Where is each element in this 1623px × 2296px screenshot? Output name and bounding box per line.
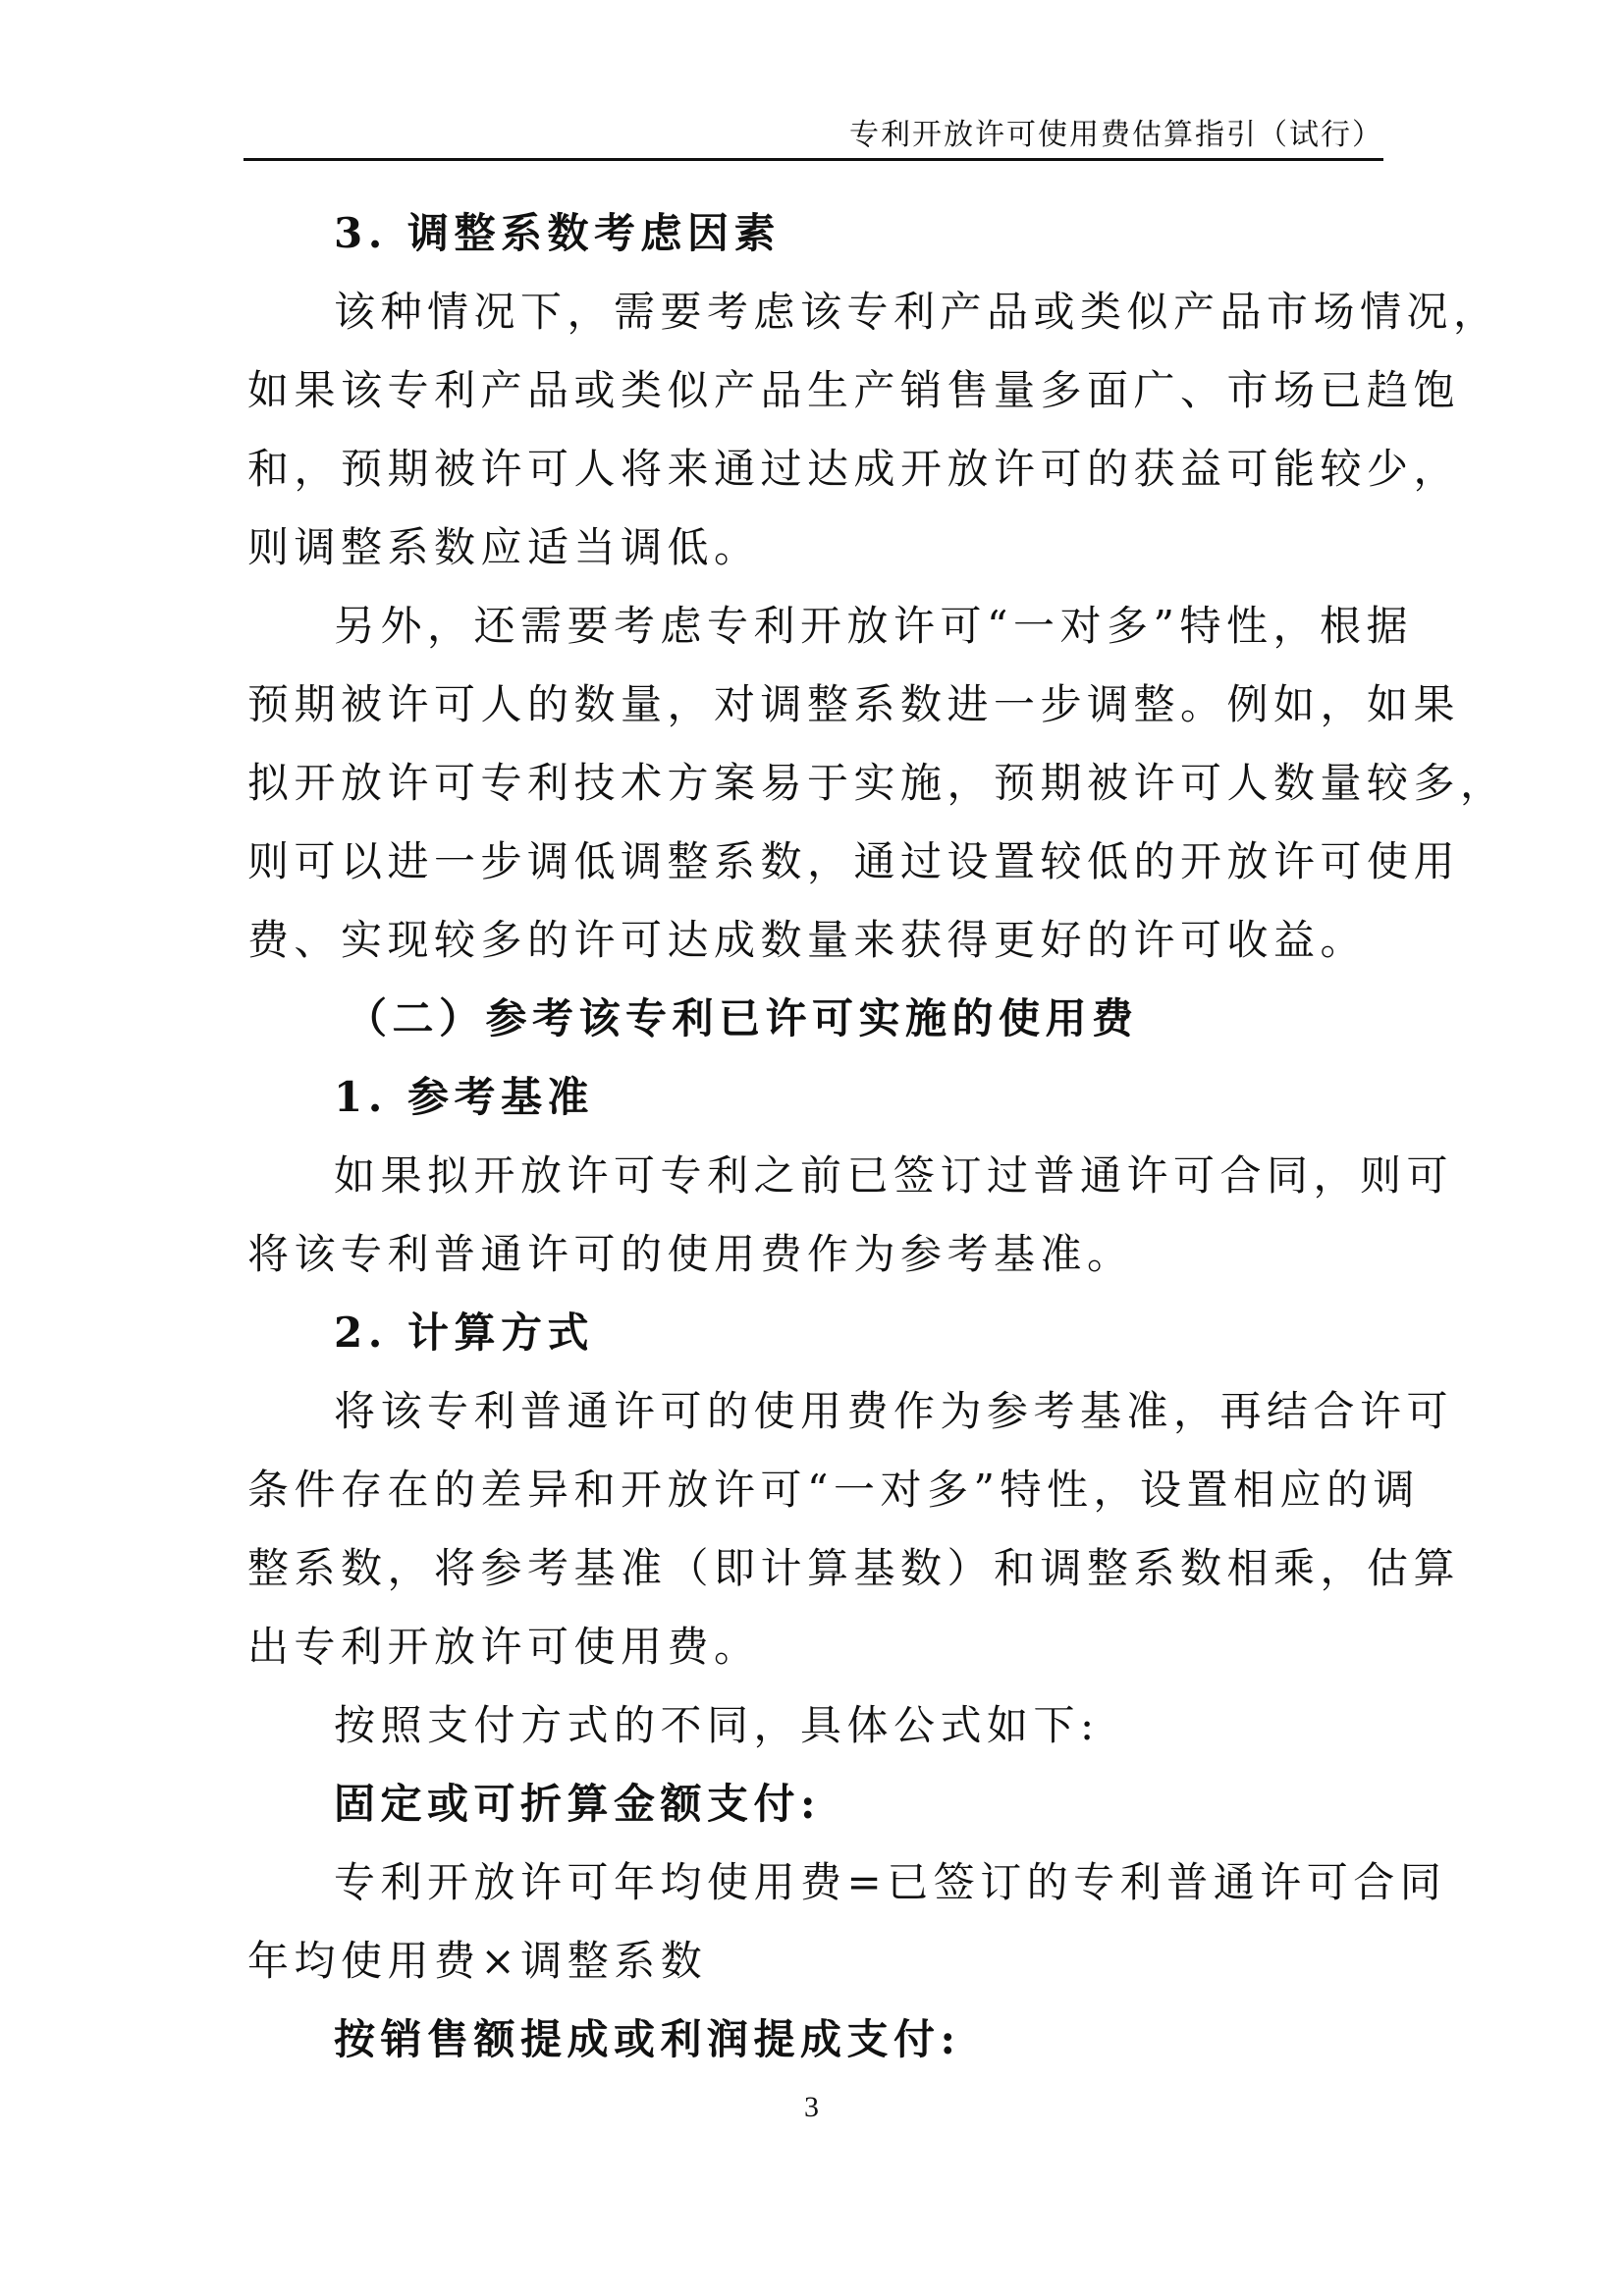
heading-reference-basis: 1. 参考基准 [334, 1073, 594, 1121]
paragraph-line: 该种情况下，需要考虑该专利产品或类似产品市场情况， [334, 288, 1500, 336]
paragraph-line: 按照支付方式的不同，具体公式如下: [334, 1701, 1100, 1749]
paragraph-line: 另外，还需要考虑专利开放许可“一对多”特性，根据 [334, 602, 1413, 650]
paragraph-line: 则可以进一步调低调整系数，通过设置较低的开放许可使用 [247, 837, 1461, 885]
header-divider [243, 158, 1383, 161]
page-number: 3 [804, 2091, 819, 2123]
paragraph-line: 出专利开放许可使用费。 [247, 1623, 761, 1671]
running-header: 专利开放许可使用费估算指引（试行） [849, 118, 1383, 152]
paragraph-line: 则调整系数应适当调低。 [247, 523, 761, 571]
label-royalty-payment: 按销售额提成或利润提成支付: [334, 2015, 961, 2063]
heading-calculation-method: 2. 计算方式 [334, 1308, 594, 1357]
heading-adjustment-factors: 3. 调整系数考虑因素 [334, 209, 781, 257]
paragraph-line: 费、实现较多的许可达成数量来获得更好的许可收益。 [247, 916, 1368, 964]
formula-line: 专利开放许可年均使用费=已签订的专利普通许可合同 [334, 1858, 1447, 1906]
section-heading-licensed-fee: （二）参考该专利已许可实施的使用费 [346, 994, 1139, 1042]
document-body [247, 194, 1507, 2079]
paragraph-line: 如果该专利产品或类似产品生产销售量多面广、市场已趋饱 [247, 366, 1461, 414]
paragraph-line: 整系数，将参考基准（即计算基数）和调整系数相乘，估算 [247, 1544, 1461, 1592]
paragraph-line: 预期被许可人的数量，对调整系数进一步调整。例如，如果 [247, 680, 1461, 728]
paragraph-line: 将该专利普通许可的使用费作为参考基准，再结合许可 [334, 1387, 1454, 1435]
paragraph-line: 如果拟开放许可专利之前已签订过普通许可合同，则可 [334, 1151, 1454, 1200]
paragraph-line: 拟开放许可专利技术方案易于实施，预期被许可人数量较多， [247, 759, 1507, 807]
label-fixed-payment: 固定或可折算金额支付: [334, 1780, 822, 1828]
formula-line: 年均使用费×调整系数 [247, 1937, 708, 1985]
paragraph-line: 条件存在的差异和开放许可“一对多”特性，设置相应的调 [247, 1466, 1420, 1514]
paragraph-line: 和，预期被许可人将来通过达成开放许可的获益可能较少， [247, 445, 1461, 493]
paragraph-line: 将该专利普通许可的使用费作为参考基准。 [247, 1230, 1134, 1278]
